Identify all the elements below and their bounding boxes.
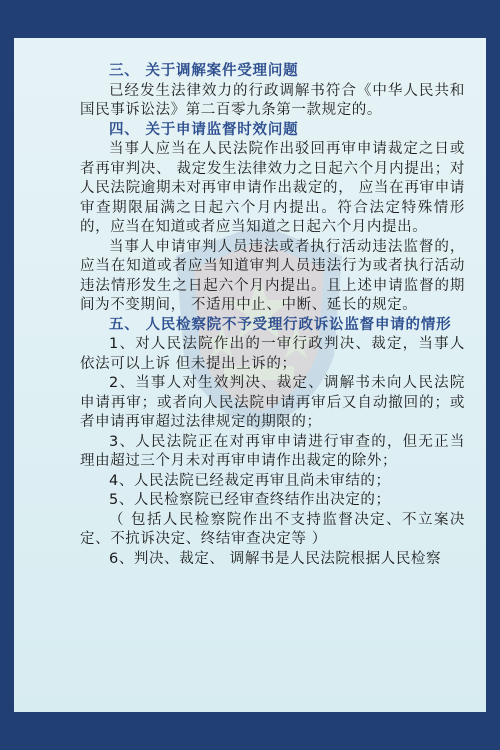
bottom-border — [0, 712, 500, 750]
list-item: 1、对人民法院作出的一审行政判决、裁定，当事人依法可以上诉 但未提出上诉的； — [80, 336, 465, 372]
section-heading-4: 四、 关于申请监督时效问题 — [109, 121, 299, 138]
document-body — [80, 62, 465, 569]
list-item: 2、当事人对生效判决、裁定、调解书未向人民法院申请再审；或者向人民法院申请再审后又自动撤回的；或者申请再审超过法律规定的期限的； — [80, 375, 465, 430]
list-item: 4、人民法院已经裁定再审且尚未审结的； — [109, 472, 391, 489]
paragraph: 当事人应当在人民法院作出驳回再审申请裁定之日或者再审判决、 裁定发生法律效力之日起六个月内提出；对人民法院逾期未对再审申请作出裁定的， 应当在再审申请审查期限届满之日起六个月内提出。符合法定特殊情形的，应当在知道或者应当知道之日起六个月内提出。 — [80, 141, 465, 235]
section-heading-3: 三、 关于调解案件受理问题 — [109, 63, 299, 79]
list-note: （ 包括人民检察院作出不支持监督决定、不立案决定、不抗诉决定、终结审查决定等 ） — [80, 511, 465, 547]
list-item: 5、人民检察院已经审查终结作出决定的； — [109, 492, 391, 508]
paragraph: 当事人申请审判人员违法或者执行活动违法监督的，应当在知道或者应当知道审判人员违法行为或者执行活动违法情形发生之日起六个月内提出。且上述申请监督的期间为不变期间， 不适用中止、中断、延长的规定。 — [80, 238, 465, 313]
top-border — [0, 0, 500, 38]
document-panel — [14, 38, 486, 712]
section-heading-5: 五、 人民检察院不予受理行政诉讼监督申请的情形 — [109, 316, 452, 333]
list-item: 6、判决、裁定、 调解书是人民法院根据人民检察 — [109, 550, 442, 567]
paragraph: 已经发生法律效力的行政调解书符合《中华人民共和国民事诉讼法》第二百零九条第一款规定的。 — [80, 82, 465, 118]
list-item: 3、人民法院正在对再审申请进行审查的，但无正当理由超过三个月未对再审申请作出裁定的除外； — [80, 433, 465, 469]
